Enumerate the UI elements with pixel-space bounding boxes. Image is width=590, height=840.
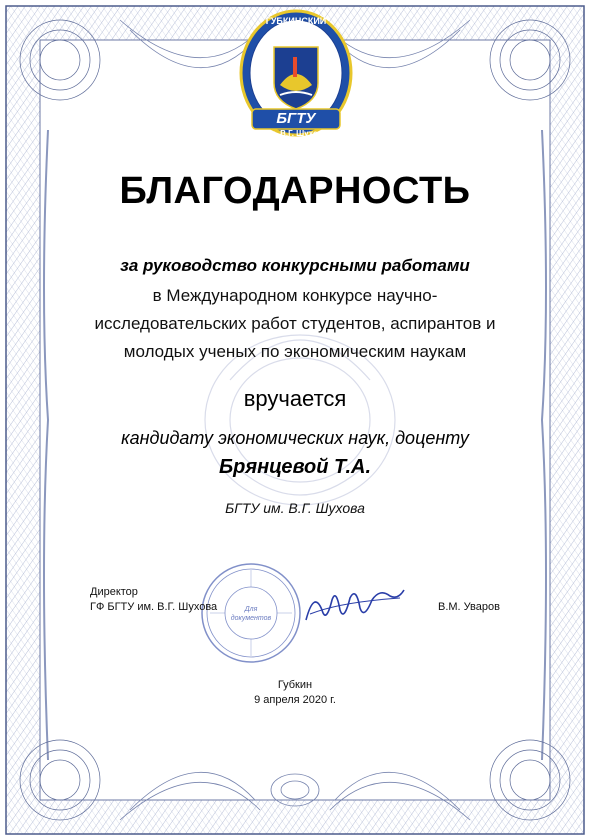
signer-position-line-1: Директор [90,586,138,598]
description-line-2: исследовательских работ студентов, аспирантов и [94,314,496,333]
issue-date: 9 апреля 2020 г. [254,694,336,706]
stamp-text: Для документов [230,606,272,622]
logo-name-line: им. В.Г. Шухова [264,129,328,138]
logo-abbreviation: БГТУ [276,110,316,127]
handwritten-signature [300,580,410,630]
awarded-text: вручается [243,386,347,411]
logo-ring-text: ГУБКИНСКИЙ ФИЛИАЛ [265,16,327,36]
description-line-1: в Международном конкурсе научно- [152,286,438,305]
description-line-3: молодых ученых по экономическим наукам [123,342,467,361]
signer-name: В.М. Уваров [438,601,500,613]
certificate-subtitle: за руководство конкурсными работами [120,256,470,275]
city: Губкин [277,679,313,691]
certificate-title: БЛАГОДАРНОСТЬ [119,170,471,212]
recipient-name: Брянцевой Т.А. [218,456,372,478]
recipient-title: кандидату экономических наук, доценту [121,428,469,448]
signer-position-line-2: ГФ БГТУ им. В.Г. Шухова [90,601,218,613]
recipient-organization: БГТУ им. В.Г. Шухова [225,500,365,516]
